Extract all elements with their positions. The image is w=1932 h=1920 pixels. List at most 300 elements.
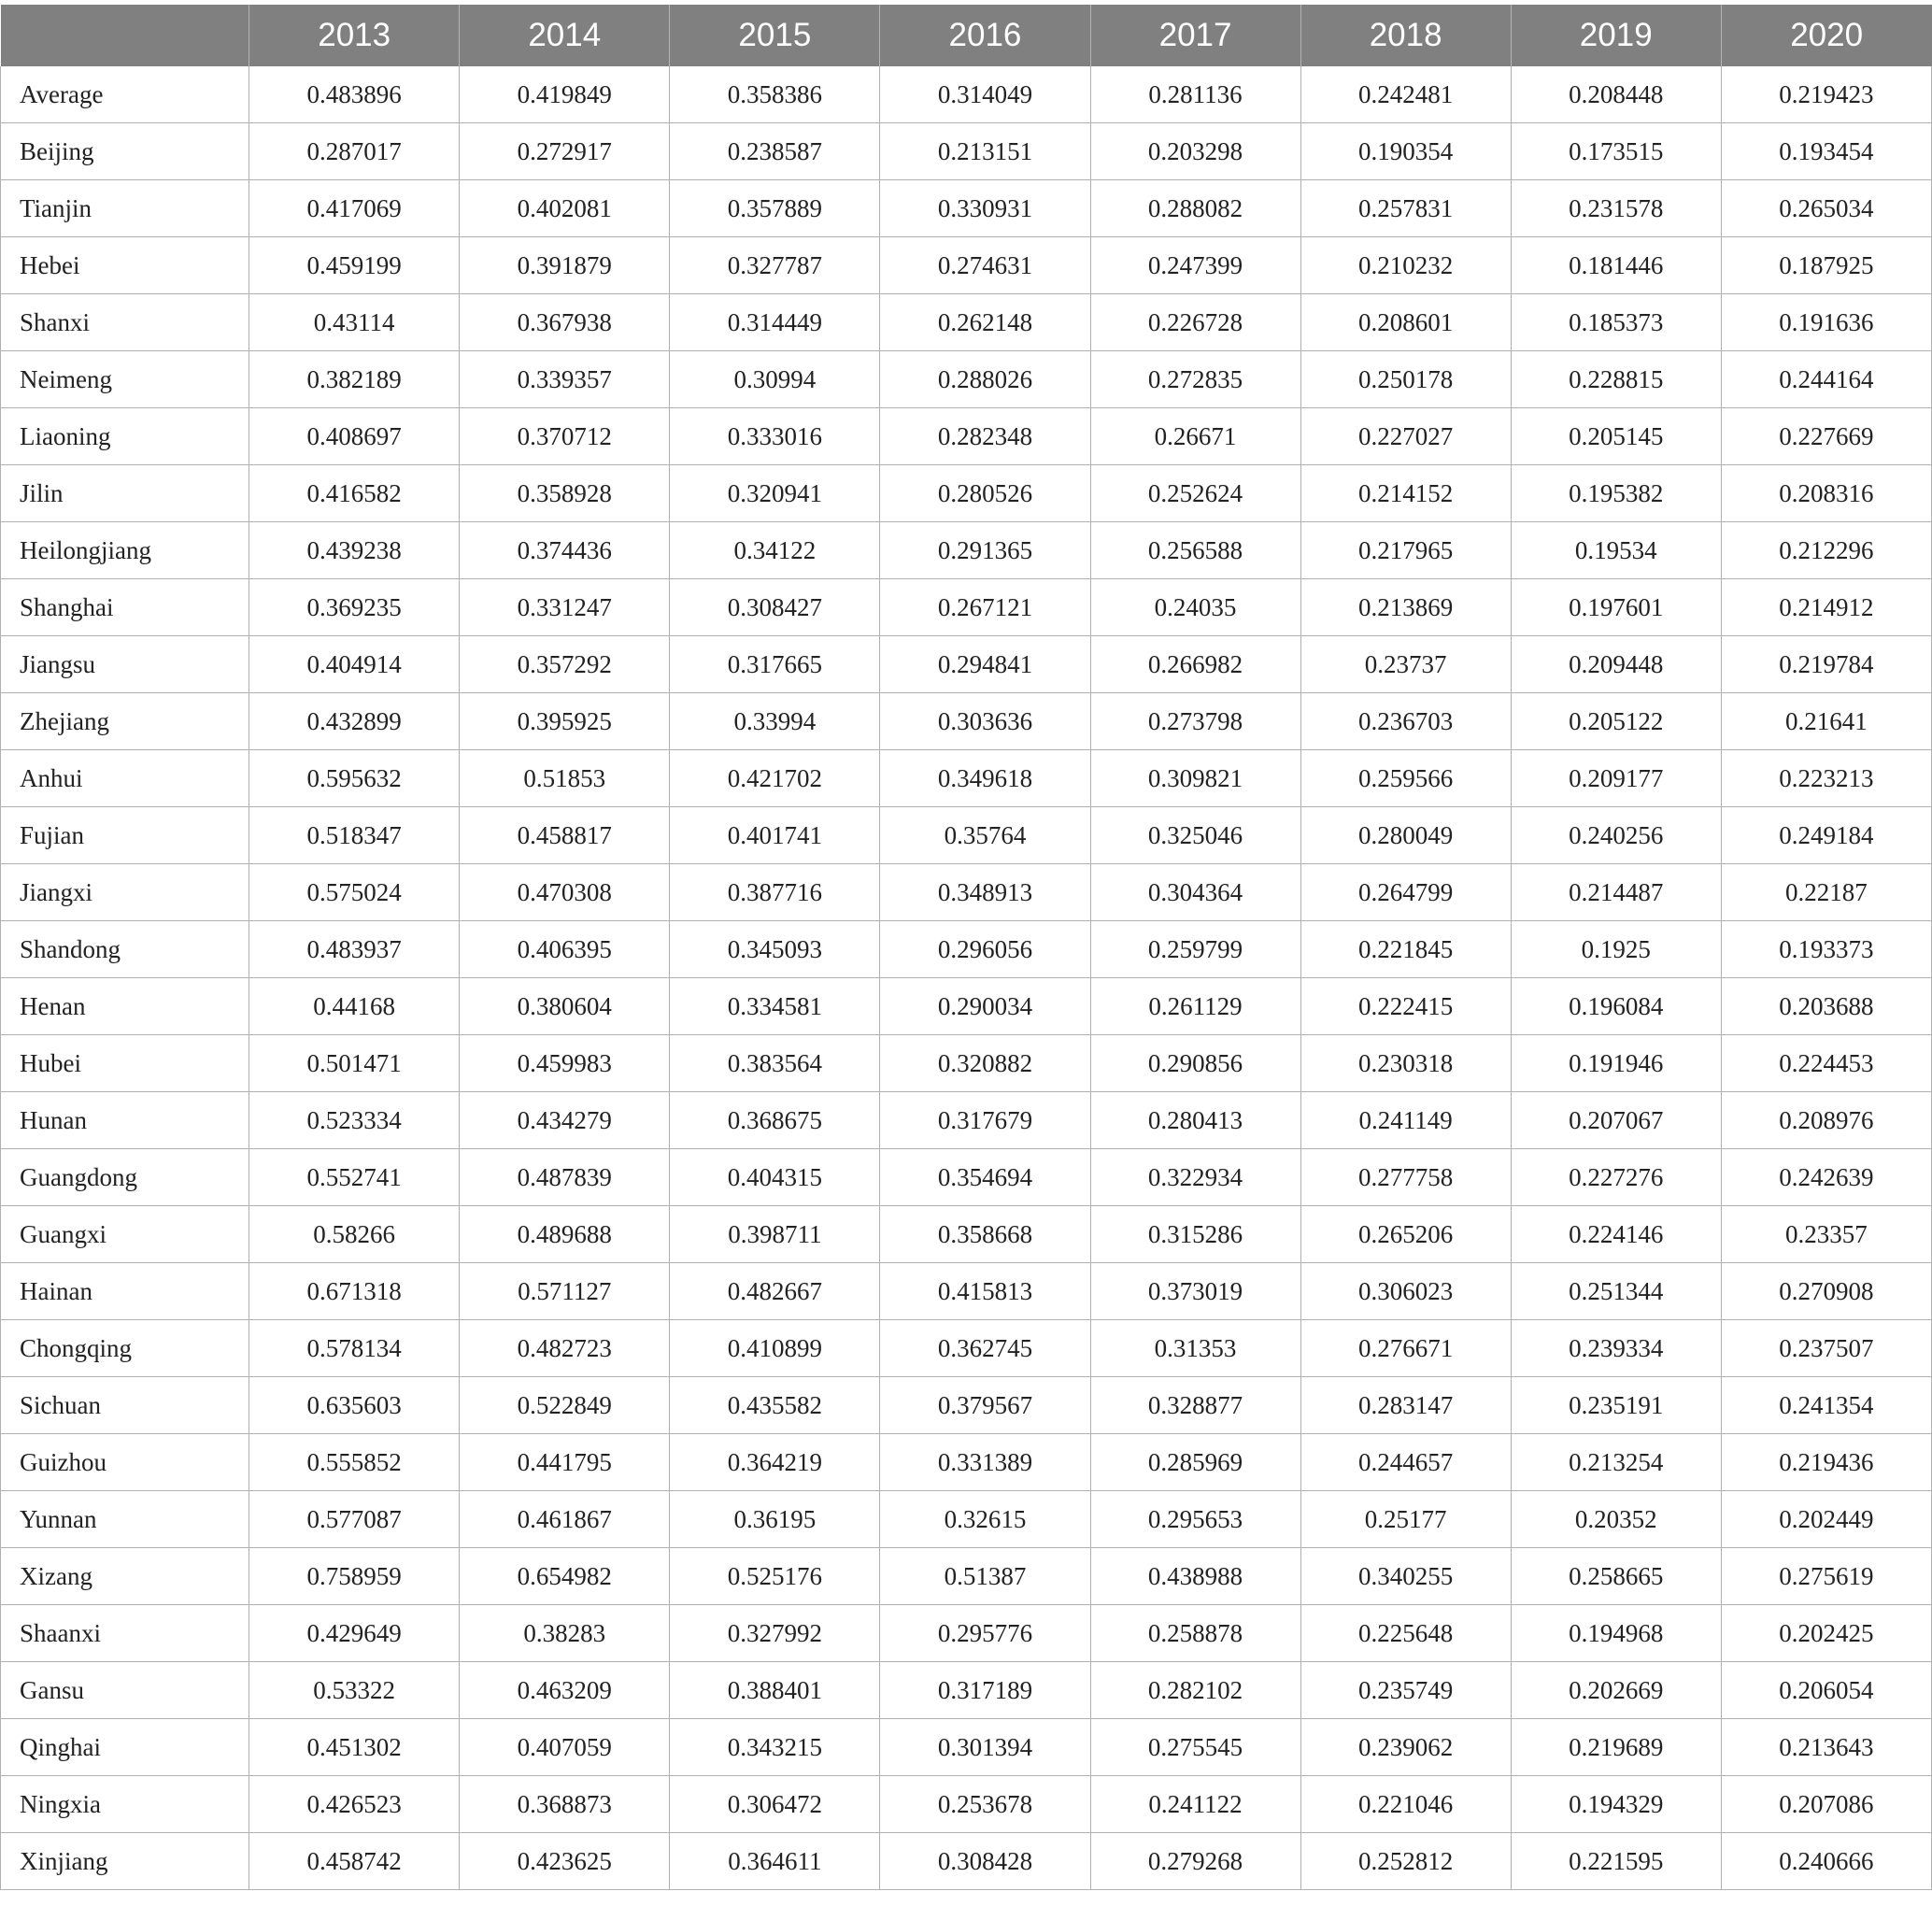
value-cell: 0.404315 (670, 1149, 880, 1206)
value-cell: 0.219784 (1721, 636, 1931, 693)
table-row (1, 693, 1932, 750)
region-name-cell: Xinjiang (1, 1833, 249, 1890)
table-row (1, 1206, 1932, 1263)
value-cell: 0.222415 (1300, 978, 1511, 1035)
value-cell: 0.552741 (249, 1149, 460, 1206)
region-name-cell: Hunan (1, 1092, 249, 1149)
region-name-cell: Ningxia (1, 1776, 249, 1833)
value-cell: 0.575024 (249, 864, 460, 921)
table-row (1, 294, 1932, 351)
value-cell: 0.25177 (1300, 1491, 1511, 1548)
value-cell: 0.265034 (1721, 180, 1931, 237)
value-cell: 0.482723 (460, 1320, 670, 1377)
value-cell: 0.259799 (1090, 921, 1300, 978)
table-row (1, 66, 1932, 123)
value-cell: 0.224453 (1721, 1035, 1931, 1092)
value-cell: 0.228815 (1511, 351, 1721, 408)
value-cell: 0.264799 (1300, 864, 1511, 921)
table-row (1, 1719, 1932, 1776)
value-cell: 0.367938 (460, 294, 670, 351)
value-cell: 0.213869 (1300, 579, 1511, 636)
value-cell: 0.407059 (460, 1719, 670, 1776)
value-cell: 0.214152 (1300, 465, 1511, 522)
value-cell: 0.322934 (1090, 1149, 1300, 1206)
value-cell: 0.270908 (1721, 1263, 1931, 1320)
value-cell: 0.285969 (1090, 1434, 1300, 1491)
value-cell: 0.221595 (1511, 1833, 1721, 1890)
value-cell: 0.219423 (1721, 66, 1931, 123)
value-cell: 0.578134 (249, 1320, 460, 1377)
table-row (1, 1377, 1932, 1434)
region-name-cell: Tianjin (1, 180, 249, 237)
table-row (1, 807, 1932, 864)
value-cell: 0.51387 (880, 1548, 1090, 1605)
value-cell: 0.194968 (1511, 1605, 1721, 1662)
value-cell: 0.314449 (670, 294, 880, 351)
value-cell: 0.357292 (460, 636, 670, 693)
value-cell: 0.295653 (1090, 1491, 1300, 1548)
value-cell: 0.438988 (1090, 1548, 1300, 1605)
value-cell: 0.327787 (670, 237, 880, 294)
table-row (1, 1320, 1932, 1377)
value-cell: 0.252812 (1300, 1833, 1511, 1890)
value-cell: 0.501471 (249, 1035, 460, 1092)
value-cell: 0.331389 (880, 1434, 1090, 1491)
value-cell: 0.461867 (460, 1491, 670, 1548)
region-name-cell: Guizhou (1, 1434, 249, 1491)
value-cell: 0.202669 (1511, 1662, 1721, 1719)
value-cell: 0.221046 (1300, 1776, 1511, 1833)
value-cell: 0.197601 (1511, 579, 1721, 636)
value-cell: 0.364611 (670, 1833, 880, 1890)
region-name-cell: Guangdong (1, 1149, 249, 1206)
value-cell: 0.205122 (1511, 693, 1721, 750)
value-cell: 0.314049 (880, 66, 1090, 123)
region-name-cell: Jiangsu (1, 636, 249, 693)
value-cell: 0.416582 (249, 465, 460, 522)
value-cell: 0.463209 (460, 1662, 670, 1719)
value-cell: 0.274631 (880, 237, 1090, 294)
value-cell: 0.19534 (1511, 522, 1721, 579)
value-cell: 0.58266 (249, 1206, 460, 1263)
region-name-cell: Shanghai (1, 579, 249, 636)
value-cell: 0.308427 (670, 579, 880, 636)
value-cell: 0.276671 (1300, 1320, 1511, 1377)
value-cell: 0.487839 (460, 1149, 670, 1206)
value-cell: 0.441795 (460, 1434, 670, 1491)
value-cell: 0.219436 (1721, 1434, 1931, 1491)
value-cell: 0.208316 (1721, 465, 1931, 522)
value-cell: 0.20352 (1511, 1491, 1721, 1548)
value-cell: 0.317665 (670, 636, 880, 693)
value-cell: 0.387716 (670, 864, 880, 921)
value-cell: 0.209448 (1511, 636, 1721, 693)
value-cell: 0.244164 (1721, 351, 1931, 408)
value-cell: 0.406395 (460, 921, 670, 978)
value-cell: 0.237507 (1721, 1320, 1931, 1377)
value-cell: 0.395925 (460, 693, 670, 750)
value-cell: 0.758959 (249, 1548, 460, 1605)
value-cell: 0.53322 (249, 1662, 460, 1719)
value-cell: 0.262148 (880, 294, 1090, 351)
value-cell: 0.202425 (1721, 1605, 1931, 1662)
value-cell: 0.32615 (880, 1491, 1090, 1548)
value-cell: 0.208448 (1511, 66, 1721, 123)
value-cell: 0.423625 (460, 1833, 670, 1890)
value-cell: 0.635603 (249, 1377, 460, 1434)
value-cell: 0.202449 (1721, 1491, 1931, 1548)
value-cell: 0.239062 (1300, 1719, 1511, 1776)
value-cell: 0.280526 (880, 465, 1090, 522)
header-cell-year: 2017 (1090, 5, 1300, 66)
table-row (1, 522, 1932, 579)
value-cell: 0.379567 (880, 1377, 1090, 1434)
value-cell: 0.415813 (880, 1263, 1090, 1320)
value-cell: 0.522849 (460, 1377, 670, 1434)
value-cell: 0.241149 (1300, 1092, 1511, 1149)
value-cell: 0.44168 (249, 978, 460, 1035)
value-cell: 0.242481 (1300, 66, 1511, 123)
value-cell: 0.203298 (1090, 123, 1300, 180)
value-cell: 0.275545 (1090, 1719, 1300, 1776)
value-cell: 0.240256 (1511, 807, 1721, 864)
value-cell: 0.320882 (880, 1035, 1090, 1092)
table-row (1, 237, 1932, 294)
header-cell-year: 2018 (1300, 5, 1511, 66)
value-cell: 0.345093 (670, 921, 880, 978)
value-cell: 0.35764 (880, 807, 1090, 864)
value-cell: 0.206054 (1721, 1662, 1931, 1719)
value-cell: 0.288082 (1090, 180, 1300, 237)
value-cell: 0.317679 (880, 1092, 1090, 1149)
value-cell: 0.306023 (1300, 1263, 1511, 1320)
region-name-cell: Fujian (1, 807, 249, 864)
value-cell: 0.358668 (880, 1206, 1090, 1263)
value-cell: 0.235191 (1511, 1377, 1721, 1434)
value-cell: 0.213254 (1511, 1434, 1721, 1491)
value-cell: 0.451302 (249, 1719, 460, 1776)
value-cell: 0.290034 (880, 978, 1090, 1035)
value-cell: 0.470308 (460, 864, 670, 921)
value-cell: 0.43114 (249, 294, 460, 351)
value-cell: 0.212296 (1721, 522, 1931, 579)
value-cell: 0.235749 (1300, 1662, 1511, 1719)
value-cell: 0.283147 (1300, 1377, 1511, 1434)
region-name-cell: Shandong (1, 921, 249, 978)
value-cell: 0.251344 (1511, 1263, 1721, 1320)
value-cell: 0.256588 (1090, 522, 1300, 579)
value-cell: 0.223213 (1721, 750, 1931, 807)
value-cell: 0.221845 (1300, 921, 1511, 978)
value-cell: 0.266982 (1090, 636, 1300, 693)
value-cell: 0.408697 (249, 408, 460, 465)
region-name-cell: Henan (1, 978, 249, 1035)
value-cell: 0.227669 (1721, 408, 1931, 465)
value-cell: 0.595632 (249, 750, 460, 807)
value-cell: 0.214912 (1721, 579, 1931, 636)
value-cell: 0.419849 (460, 66, 670, 123)
header-cell-year: 2020 (1721, 5, 1931, 66)
value-cell: 0.340255 (1300, 1548, 1511, 1605)
region-name-cell: Guangxi (1, 1206, 249, 1263)
value-cell: 0.173515 (1511, 123, 1721, 180)
value-cell: 0.272835 (1090, 351, 1300, 408)
region-name-cell: Gansu (1, 1662, 249, 1719)
value-cell: 0.654982 (460, 1548, 670, 1605)
table-row (1, 1776, 1932, 1833)
table-row (1, 1833, 1932, 1890)
value-cell: 0.24035 (1090, 579, 1300, 636)
value-cell: 0.398711 (670, 1206, 880, 1263)
value-cell: 0.402081 (460, 180, 670, 237)
value-cell: 0.348913 (880, 864, 1090, 921)
value-cell: 0.36195 (670, 1491, 880, 1548)
value-cell: 0.279268 (1090, 1833, 1300, 1890)
value-cell: 0.247399 (1090, 237, 1300, 294)
value-cell: 0.34122 (670, 522, 880, 579)
value-cell: 0.213643 (1721, 1719, 1931, 1776)
region-name-cell: Zhejiang (1, 693, 249, 750)
value-cell: 0.30994 (670, 351, 880, 408)
value-cell: 0.214487 (1511, 864, 1721, 921)
value-cell: 0.429649 (249, 1605, 460, 1662)
value-cell: 0.368675 (670, 1092, 880, 1149)
value-cell: 0.185373 (1511, 294, 1721, 351)
value-cell: 0.304364 (1090, 864, 1300, 921)
table-row (1, 921, 1932, 978)
value-cell: 0.325046 (1090, 807, 1300, 864)
table-row (1, 1605, 1932, 1662)
value-cell: 0.226728 (1090, 294, 1300, 351)
value-cell: 0.309821 (1090, 750, 1300, 807)
region-name-cell: Beijing (1, 123, 249, 180)
region-name-cell: Hubei (1, 1035, 249, 1092)
value-cell: 0.458742 (249, 1833, 460, 1890)
region-name-cell: Liaoning (1, 408, 249, 465)
value-cell: 0.275619 (1721, 1548, 1931, 1605)
region-name-cell: Hainan (1, 1263, 249, 1320)
value-cell: 0.317189 (880, 1662, 1090, 1719)
value-cell: 0.193373 (1721, 921, 1931, 978)
value-cell: 0.267121 (880, 579, 1090, 636)
value-cell: 0.459199 (249, 237, 460, 294)
value-cell: 0.277758 (1300, 1149, 1511, 1206)
value-cell: 0.250178 (1300, 351, 1511, 408)
value-cell: 0.571127 (460, 1263, 670, 1320)
value-cell: 0.208976 (1721, 1092, 1931, 1149)
value-cell: 0.231578 (1511, 180, 1721, 237)
value-cell: 0.241354 (1721, 1377, 1931, 1434)
region-name-cell: Jiangxi (1, 864, 249, 921)
table-row (1, 1263, 1932, 1320)
value-cell: 0.224146 (1511, 1206, 1721, 1263)
value-cell: 0.1925 (1511, 921, 1721, 978)
header-cell-year: 2016 (880, 5, 1090, 66)
value-cell: 0.281136 (1090, 66, 1300, 123)
header-cell-year: 2014 (460, 5, 670, 66)
region-name-cell: Xizang (1, 1548, 249, 1605)
table-row (1, 1434, 1932, 1491)
value-cell: 0.401741 (670, 807, 880, 864)
value-cell: 0.261129 (1090, 978, 1300, 1035)
region-name-cell: Sichuan (1, 1377, 249, 1434)
region-name-cell: Chongqing (1, 1320, 249, 1377)
value-cell: 0.382189 (249, 351, 460, 408)
table-row (1, 750, 1932, 807)
value-cell: 0.369235 (249, 579, 460, 636)
value-cell: 0.362745 (880, 1320, 1090, 1377)
value-cell: 0.374436 (460, 522, 670, 579)
value-cell: 0.230318 (1300, 1035, 1511, 1092)
value-cell: 0.195382 (1511, 465, 1721, 522)
value-cell: 0.370712 (460, 408, 670, 465)
value-cell: 0.458817 (460, 807, 670, 864)
value-cell: 0.368873 (460, 1776, 670, 1833)
value-cell: 0.282348 (880, 408, 1090, 465)
value-cell: 0.483896 (249, 66, 460, 123)
value-cell: 0.181446 (1511, 237, 1721, 294)
header-cell-year: 2013 (249, 5, 460, 66)
header-cell-year: 2019 (1511, 5, 1721, 66)
value-cell: 0.253678 (880, 1776, 1090, 1833)
region-name-cell: Jilin (1, 465, 249, 522)
value-cell: 0.525176 (670, 1548, 880, 1605)
region-name-cell: Yunnan (1, 1491, 249, 1548)
value-cell: 0.294841 (880, 636, 1090, 693)
value-cell: 0.291365 (880, 522, 1090, 579)
value-cell: 0.208601 (1300, 294, 1511, 351)
value-cell: 0.23357 (1721, 1206, 1931, 1263)
value-cell: 0.295776 (880, 1605, 1090, 1662)
header-cell-year: 2015 (670, 5, 880, 66)
table-row (1, 351, 1932, 408)
value-cell: 0.26671 (1090, 408, 1300, 465)
value-cell: 0.196084 (1511, 978, 1721, 1035)
value-cell: 0.343215 (670, 1719, 880, 1776)
value-cell: 0.217965 (1300, 522, 1511, 579)
region-name-cell: Hebei (1, 237, 249, 294)
region-name-cell: Qinghai (1, 1719, 249, 1776)
value-cell: 0.410899 (670, 1320, 880, 1377)
value-cell: 0.417069 (249, 180, 460, 237)
data-table (0, 5, 1932, 1890)
value-cell: 0.523334 (249, 1092, 460, 1149)
value-cell: 0.373019 (1090, 1263, 1300, 1320)
value-cell: 0.303636 (880, 693, 1090, 750)
value-cell: 0.489688 (460, 1206, 670, 1263)
value-cell: 0.308428 (880, 1833, 1090, 1890)
value-cell: 0.209177 (1511, 750, 1721, 807)
value-cell: 0.290856 (1090, 1035, 1300, 1092)
table-container (0, 5, 1932, 1890)
value-cell: 0.404914 (249, 636, 460, 693)
value-cell: 0.421702 (670, 750, 880, 807)
value-cell: 0.333016 (670, 408, 880, 465)
value-cell: 0.21641 (1721, 693, 1931, 750)
table-row (1, 636, 1932, 693)
value-cell: 0.258665 (1511, 1548, 1721, 1605)
value-cell: 0.205145 (1511, 408, 1721, 465)
value-cell: 0.227027 (1300, 408, 1511, 465)
value-cell: 0.331247 (460, 579, 670, 636)
value-cell: 0.339357 (460, 351, 670, 408)
value-cell: 0.432899 (249, 693, 460, 750)
value-cell: 0.280413 (1090, 1092, 1300, 1149)
header-cell-region (1, 5, 249, 66)
table-header (1, 5, 1932, 66)
value-cell: 0.265206 (1300, 1206, 1511, 1263)
value-cell: 0.207086 (1721, 1776, 1931, 1833)
table-row (1, 579, 1932, 636)
value-cell: 0.296056 (880, 921, 1090, 978)
table-row (1, 978, 1932, 1035)
value-cell: 0.225648 (1300, 1605, 1511, 1662)
table-row (1, 1548, 1932, 1605)
value-cell: 0.227276 (1511, 1149, 1721, 1206)
value-cell: 0.272917 (460, 123, 670, 180)
value-cell: 0.191946 (1511, 1035, 1721, 1092)
value-cell: 0.241122 (1090, 1776, 1300, 1833)
value-cell: 0.301394 (880, 1719, 1090, 1776)
region-name-cell: Neimeng (1, 351, 249, 408)
value-cell: 0.577087 (249, 1491, 460, 1548)
header-row (1, 5, 1932, 66)
value-cell: 0.320941 (670, 465, 880, 522)
table-row (1, 408, 1932, 465)
value-cell: 0.31353 (1090, 1320, 1300, 1377)
table-row (1, 1092, 1932, 1149)
table-row (1, 465, 1932, 522)
value-cell: 0.383564 (670, 1035, 880, 1092)
value-cell: 0.327992 (670, 1605, 880, 1662)
table-body (1, 66, 1932, 1890)
region-name-cell: Heilongjiang (1, 522, 249, 579)
value-cell: 0.518347 (249, 807, 460, 864)
value-cell: 0.239334 (1511, 1320, 1721, 1377)
value-cell: 0.426523 (249, 1776, 460, 1833)
region-name-cell: Shanxi (1, 294, 249, 351)
table-row (1, 1035, 1932, 1092)
table-row (1, 180, 1932, 237)
value-cell: 0.244657 (1300, 1434, 1511, 1491)
value-cell: 0.236703 (1300, 693, 1511, 750)
table-row (1, 123, 1932, 180)
value-cell: 0.23737 (1300, 636, 1511, 693)
value-cell: 0.380604 (460, 978, 670, 1035)
value-cell: 0.190354 (1300, 123, 1511, 180)
value-cell: 0.38283 (460, 1605, 670, 1662)
value-cell: 0.259566 (1300, 750, 1511, 807)
value-cell: 0.330931 (880, 180, 1090, 237)
value-cell: 0.334581 (670, 978, 880, 1035)
value-cell: 0.459983 (460, 1035, 670, 1092)
value-cell: 0.328877 (1090, 1377, 1300, 1434)
value-cell: 0.435582 (670, 1377, 880, 1434)
value-cell: 0.280049 (1300, 807, 1511, 864)
value-cell: 0.238587 (670, 123, 880, 180)
value-cell: 0.482667 (670, 1263, 880, 1320)
value-cell: 0.306472 (670, 1776, 880, 1833)
value-cell: 0.51853 (460, 750, 670, 807)
value-cell: 0.252624 (1090, 465, 1300, 522)
value-cell: 0.33994 (670, 693, 880, 750)
value-cell: 0.191636 (1721, 294, 1931, 351)
value-cell: 0.242639 (1721, 1149, 1931, 1206)
region-name-cell: Shaanxi (1, 1605, 249, 1662)
value-cell: 0.273798 (1090, 693, 1300, 750)
value-cell: 0.364219 (670, 1434, 880, 1491)
table-row (1, 1491, 1932, 1548)
